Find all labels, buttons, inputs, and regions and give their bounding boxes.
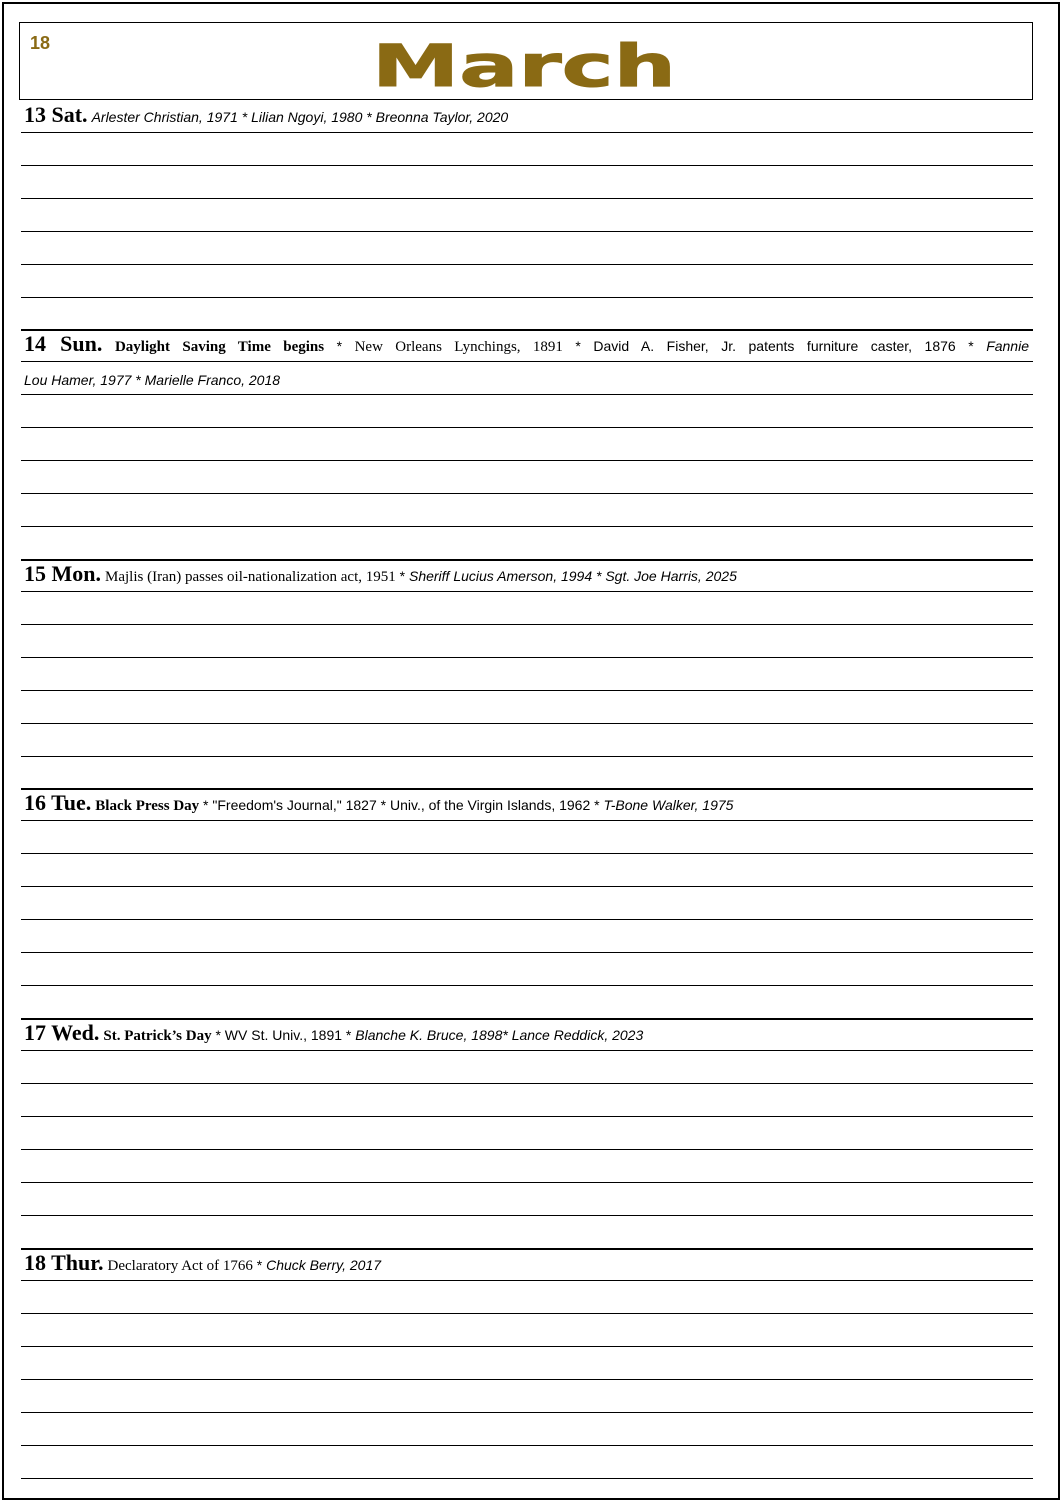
writing-line[interactable] xyxy=(21,1215,1033,1216)
page-number: 18 xyxy=(30,33,51,53)
day-note: * "Freedom's Journal," 1827 * Univ., of the Virgin Islands, 1962 * xyxy=(199,797,604,813)
day-heading xyxy=(24,562,1029,589)
writing-line[interactable] xyxy=(21,853,1033,854)
writing-line[interactable] xyxy=(21,231,1033,232)
day-date: 14 Sun. xyxy=(24,331,103,356)
month-header xyxy=(19,22,1033,100)
writing-line[interactable] xyxy=(21,591,1033,592)
day-note: Blanche K. Bruce, 1898* Lance Reddick, 2023 xyxy=(355,1027,644,1043)
month-title xyxy=(20,23,1032,99)
day-heading xyxy=(24,103,1029,130)
day-note: Sheriff Lucius Amerson, 1994 * Sgt. Joe Harris, 2025 xyxy=(408,568,737,584)
day-divider xyxy=(21,788,1033,790)
writing-line[interactable] xyxy=(21,165,1033,166)
writing-line[interactable] xyxy=(21,460,1033,461)
day-entry xyxy=(21,788,1033,1018)
writing-line[interactable] xyxy=(21,657,1033,658)
day-note: Black Press Day xyxy=(95,798,200,814)
writing-line[interactable] xyxy=(21,1346,1033,1347)
writing-line[interactable] xyxy=(21,493,1033,494)
day-note: * WV St. Univ., 1891 * xyxy=(211,1027,356,1043)
writing-line[interactable] xyxy=(21,198,1033,199)
writing-line[interactable] xyxy=(21,1379,1033,1380)
day-note: Chuck Berry, 2017 xyxy=(266,1257,382,1273)
writing-line[interactable] xyxy=(21,820,1033,821)
day-note: * xyxy=(395,568,409,584)
writing-line[interactable] xyxy=(21,1313,1033,1314)
writing-line[interactable] xyxy=(21,1083,1033,1084)
writing-line[interactable] xyxy=(21,1412,1033,1413)
writing-line[interactable] xyxy=(21,1478,1033,1479)
day-entry xyxy=(21,100,1033,329)
day-note: * xyxy=(324,338,355,354)
writing-line[interactable] xyxy=(21,919,1033,920)
day-entry xyxy=(21,1248,1033,1478)
writing-line[interactable] xyxy=(21,985,1033,986)
day-entry xyxy=(21,559,1033,788)
day-date: 18 Thur. xyxy=(24,1250,104,1275)
writing-line[interactable] xyxy=(21,1149,1033,1150)
month-title-graphic xyxy=(20,23,1032,99)
writing-line[interactable] xyxy=(21,1050,1033,1051)
day-divider xyxy=(21,329,1033,331)
writing-line[interactable] xyxy=(21,624,1033,625)
writing-line[interactable] xyxy=(21,132,1033,133)
day-note: St. Patrick’s Day xyxy=(103,1028,212,1044)
writing-line[interactable] xyxy=(21,526,1033,527)
writing-line[interactable] xyxy=(21,427,1033,428)
writing-line[interactable] xyxy=(21,297,1033,298)
writing-line[interactable] xyxy=(21,886,1033,887)
day-note: New Orleans Lynchings, 1891 xyxy=(354,339,563,355)
writing-line[interactable] xyxy=(21,756,1033,757)
day-entry xyxy=(21,1018,1033,1248)
day-date: 16 Tue. xyxy=(24,790,92,815)
day-note: Fannie xyxy=(986,338,1029,354)
writing-line[interactable] xyxy=(21,264,1033,265)
month-name: March xyxy=(372,32,676,99)
writing-line[interactable] xyxy=(21,690,1033,691)
writing-line[interactable] xyxy=(21,361,1033,362)
day-heading xyxy=(24,1021,1029,1048)
day-entry xyxy=(21,329,1033,559)
day-date: 13 Sat. xyxy=(24,102,88,127)
writing-line[interactable] xyxy=(21,1182,1033,1183)
day-divider xyxy=(21,559,1033,561)
day-note: Majlis (Iran) passes oil-nationalization act, 1951 xyxy=(105,569,396,585)
day-note: T-Bone Walker, 1975 xyxy=(603,797,734,813)
day-heading xyxy=(24,1251,1029,1278)
day-note: Daylight Saving Time begins xyxy=(114,339,325,355)
day-note: Declaratory Act of 1766 xyxy=(107,1258,253,1274)
day-note: Arlester Christian, 1971 * Lilian Ngoyi, 1980 * Breonna Taylor, 2020 xyxy=(91,109,509,125)
day-note-continuation: Lou Hamer, 1977 * Marielle Franco, 2018 xyxy=(24,372,281,388)
writing-line[interactable] xyxy=(21,952,1033,953)
writing-line[interactable] xyxy=(21,1116,1033,1117)
day-note: * xyxy=(252,1257,267,1273)
day-divider xyxy=(21,1018,1033,1020)
day-date: 15 Mon. xyxy=(24,561,101,586)
day-date: 17 Wed. xyxy=(24,1020,100,1045)
writing-line[interactable] xyxy=(21,1445,1033,1446)
day-heading xyxy=(24,791,1029,818)
day-note: * David A. Fisher, Jr. patents furniture caster, 1876 * xyxy=(562,338,987,354)
writing-line[interactable] xyxy=(21,394,1033,395)
writing-line[interactable] xyxy=(21,1280,1033,1281)
writing-line[interactable] xyxy=(21,723,1033,724)
day-heading xyxy=(24,332,1029,359)
day-divider xyxy=(21,1248,1033,1250)
